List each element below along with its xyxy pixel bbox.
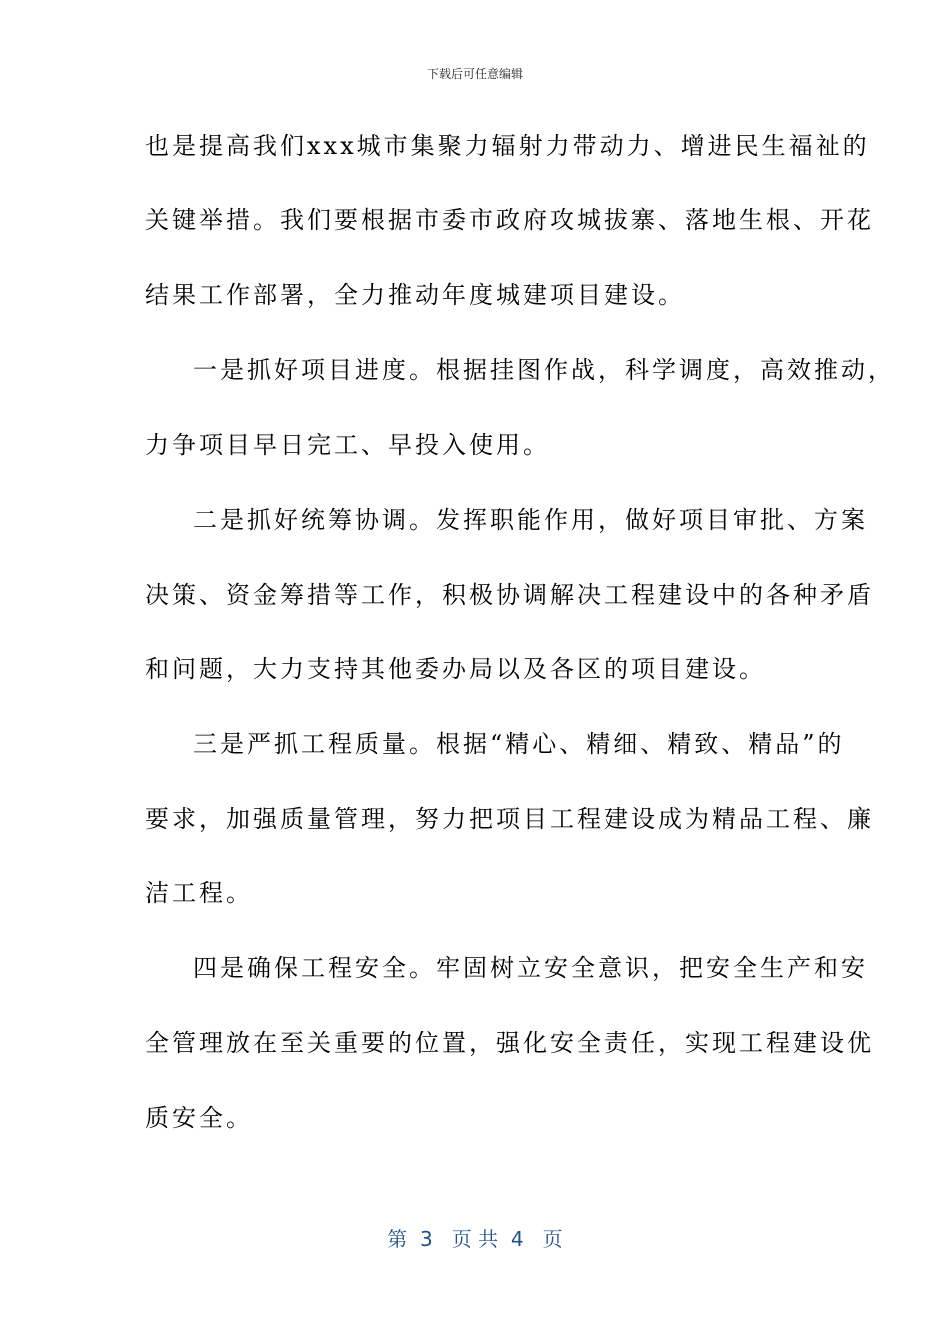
- text-line: 决策、资金筹措等工作，积极协调解决工程建设中的各种矛盾: [145, 581, 874, 609]
- text-line: 洁工程。: [145, 879, 253, 907]
- text-line: 要求，加强质量管理，努力把项目工程建设成为精品工程、廉: [145, 805, 874, 833]
- text-line: 一是抓好项目进度。根据挂图作战，科学调度，高效推动，: [193, 356, 895, 384]
- text-line: 力争项目早日完工、早投入使用。: [145, 431, 550, 459]
- text-line: 四是确保工程安全。牢固树立安全意识，把安全生产和安: [193, 954, 868, 982]
- text-line: 关键举措。我们要根据市委市政府攻城拔寨、落地生根、开花: [145, 206, 874, 234]
- page-number-footer: 第 3 页 共 4 页: [387, 1227, 563, 1251]
- text-line: 全管理放在至关重要的位置，强化安全责任，实现工程建设优: [145, 1029, 874, 1057]
- header-note: 下载后可任意编辑: [426, 67, 523, 81]
- text-line: 也是提高我们xxx城市集聚力辐射力带动力、增进民生福祉的: [145, 132, 870, 160]
- text-line: 和问题，大力支持其他委办局以及各区的项目建设。: [145, 655, 766, 683]
- text-line: 结果工作部署，全力推动年度城建项目建设。: [145, 281, 685, 309]
- text-line: 三是严抓工程质量。根据“精心、精细、精致、精品”的: [193, 730, 845, 758]
- text-line: 质安全。: [145, 1104, 253, 1132]
- text-line: 二是抓好统筹协调。发挥职能作用，做好项目审批、方案: [193, 506, 868, 534]
